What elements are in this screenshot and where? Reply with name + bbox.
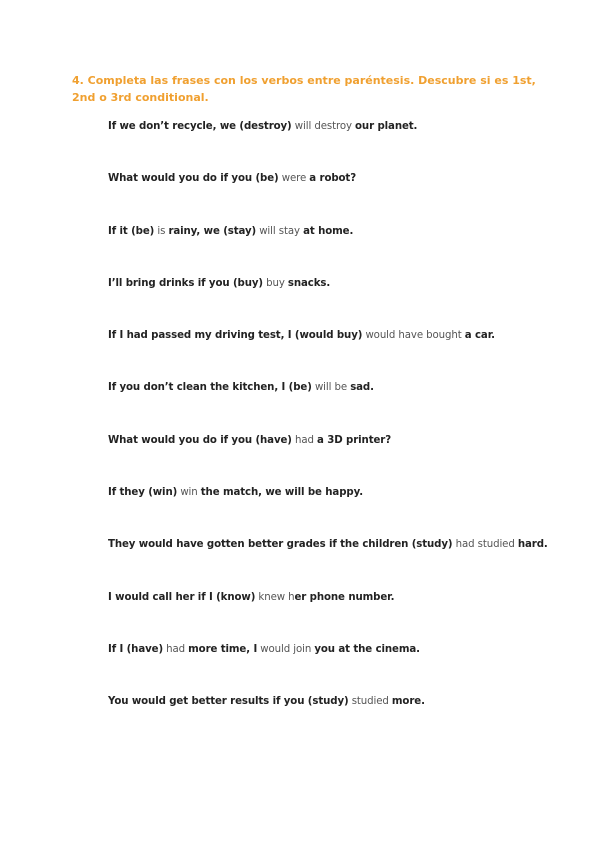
sentence-text: You would get better results if you (study) [108, 696, 349, 708]
sentence-11 [108, 641, 578, 693]
answer-text: had studied [455, 539, 515, 551]
sentence-text: a 3D printer? [317, 434, 392, 446]
sentence-text: If it (be) [108, 225, 155, 237]
answer-text: win [180, 487, 198, 499]
sentence-text: at home. [303, 225, 354, 237]
sentence-text: you at the cinema. [314, 643, 420, 655]
sentence-text: If they (win) [108, 487, 178, 499]
exercise-instruction: 4. Completa las frases con los verbos entre paréntesis. Descubre si es 1st, 2nd o 3rd conditional. [72, 74, 536, 104]
sentence-text: They would have gotten better grades if the children (study) [108, 539, 453, 551]
sentence-text: a car. [464, 330, 495, 342]
sentence-text: sad. [350, 382, 374, 394]
sentence-7 [108, 432, 578, 484]
sentence-text: the match, we will be happy. [200, 487, 363, 499]
sentence-5 [108, 327, 578, 379]
sentence-text: If you don’t clean the kitchen, I (be) [108, 382, 312, 394]
sentence-text: rainy, we (stay) [168, 225, 257, 237]
sentence-text: snacks. [287, 277, 331, 289]
sentence-6 [108, 379, 578, 431]
answer-text: would have bought [365, 330, 462, 342]
sentence-1 [108, 118, 578, 170]
answer-text: had [295, 434, 314, 446]
sentence-text: If we don’t recycle, we (destroy) [108, 121, 292, 132]
answer-text: studied [351, 696, 389, 708]
answer-text: is [157, 225, 166, 237]
sentence-9 [108, 536, 578, 588]
sentence-text: If I had passed my driving test, I (would buy) [108, 330, 363, 342]
sentence-text: er phone number. [294, 591, 395, 603]
sentence-12 [108, 693, 578, 745]
sentence-10 [108, 589, 578, 641]
sentence-8 [108, 484, 578, 536]
sentence-text: a robot? [309, 173, 357, 185]
answer-text: knew h [258, 591, 295, 603]
answer-text: will be [314, 382, 348, 394]
sentence-text: hard. [517, 539, 548, 551]
sentence-text: our planet. [355, 121, 418, 132]
answer-text: had [166, 643, 186, 655]
sentence-4 [108, 275, 578, 327]
sentence-text: I’ll bring drinks if you (buy) [108, 277, 263, 289]
answer-text: were [281, 173, 307, 185]
sentence-list [108, 118, 578, 746]
answer-text: will destroy [294, 121, 352, 132]
sentence-text: If I (have) [108, 643, 163, 655]
answer-text: will stay [259, 225, 300, 237]
sentence-text: What would you do if you (be) [108, 173, 279, 185]
sentence-text: more time, I [188, 643, 258, 655]
sentence-text: I would call her if I (know) [108, 591, 256, 603]
sentence-2 [108, 170, 578, 222]
answer-text: would join [260, 643, 312, 655]
sentence-3 [108, 223, 578, 275]
sentence-text: more. [391, 696, 425, 708]
answer-text: buy [266, 277, 285, 289]
sentence-text: What would you do if you (have) [108, 434, 292, 446]
